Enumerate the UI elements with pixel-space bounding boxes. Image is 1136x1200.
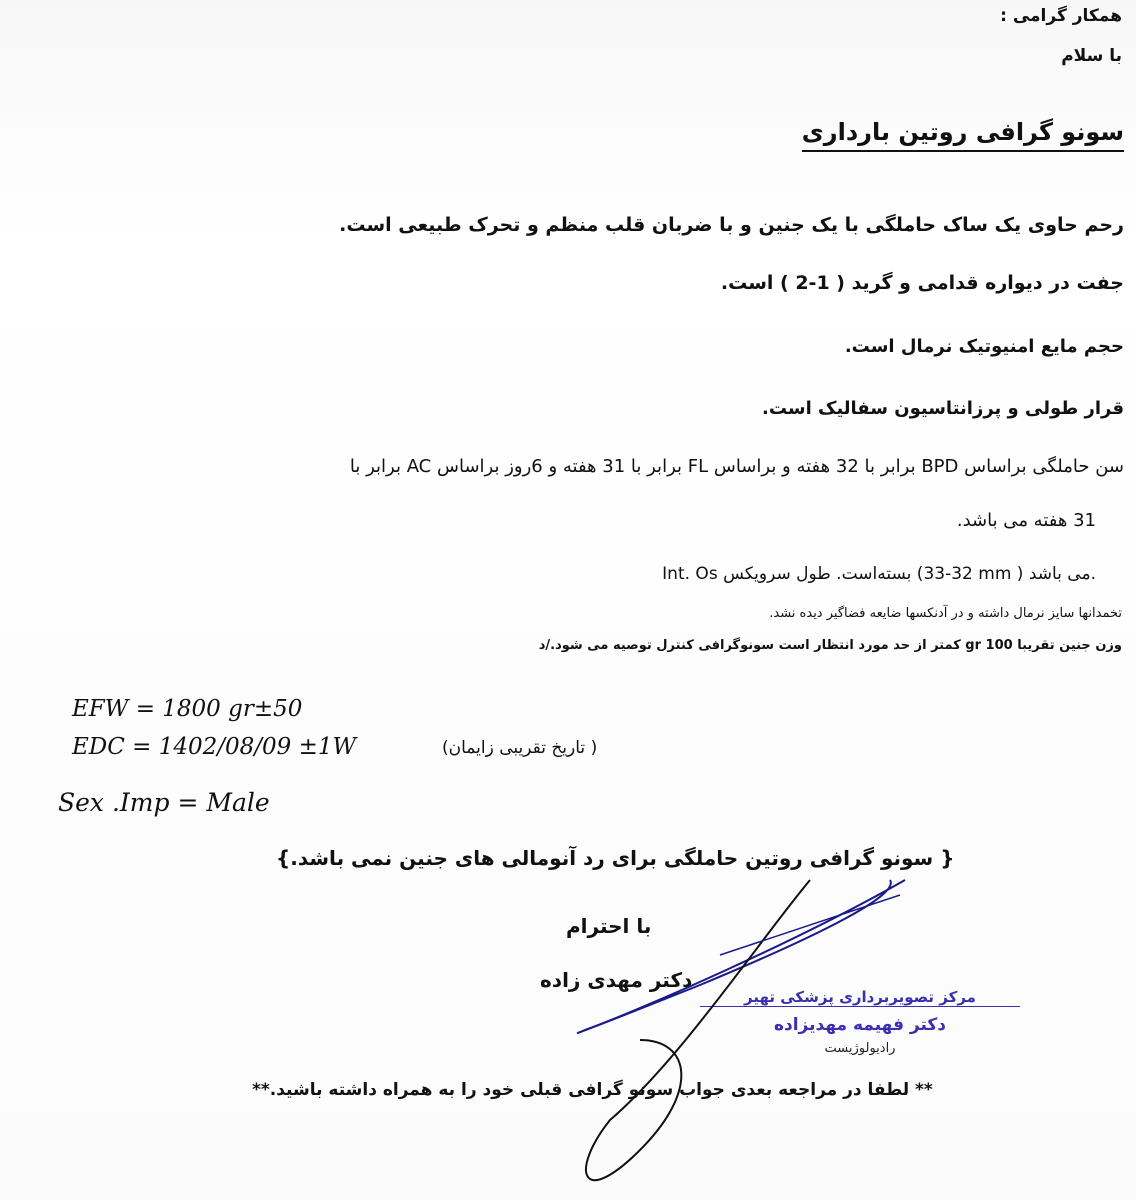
finding-cervix: Int. Os بسته‌است. طول سرویکس (32-33 mm ) می باشد.	[662, 564, 1096, 584]
edc-note: ( تاریخ تقریبی زایمان)	[442, 738, 598, 758]
clinic-stamp	[700, 988, 1020, 1056]
footer-note: ** لطفا در مراجعه بعدی جواب سونو گرافی قبلی خود را به همراه داشته باشید.**	[252, 1080, 933, 1100]
stamp-center: مرکز تصویربرداری پزشکی تهیر	[700, 988, 1020, 1007]
finding-weight: وزن جنین تقریبا gr 100 کمتر از حد مورد انتظار است سونوگرافی کنترل توصیه می شود./د	[538, 638, 1122, 653]
report-title: سونو گرافی روتین بارداری	[802, 118, 1124, 152]
salutation: با سلام	[1061, 46, 1122, 66]
signature-stroke-3	[720, 895, 900, 955]
doctor-name: دکتر مهدی زاده	[540, 968, 693, 992]
finding-gestational-age: سن حاملگی براساس BPD برابر با 32 هفته و براساس FL برابر با 31 هفته و 6روز براساس AC برابر با	[349, 456, 1124, 477]
stamp-role: رادیولوژیست	[824, 1041, 896, 1056]
stamp-name: دکتر فهیمه مهدیزاده	[773, 1015, 947, 1035]
disclaimer: { سونو گرافی روتین حاملگی برای رد آنومالی های جنین نمی باشد.}	[276, 846, 955, 870]
regards: با احترام	[566, 914, 652, 938]
finding-gestational-age-cont: 31 هفته می باشد.	[956, 510, 1096, 531]
finding-ovaries: تخمدانها سایز نرمال داشته و در آدنکسها ضایعه فضاگیر دیده نشد.	[769, 606, 1122, 621]
efw-value: EFW = 1800 gr±50	[72, 696, 303, 722]
finding-uterus: رحم حاوی یک ساک حاملگی با یک جنین و با ضربان قلب منظم و تحرک طبیعی است.	[339, 214, 1124, 236]
edc-value: EDC = 1402/08/09 ±1W	[72, 734, 357, 760]
greeting: همکار گرامی :	[1000, 6, 1122, 26]
sex-value: Sex .Imp = Male	[58, 788, 270, 817]
finding-amniotic: حجم مایع امنیوتیک نرمال است.	[844, 336, 1124, 357]
finding-placenta: جفت در دیواره قدامی و گرید ( 1-2 ) است.	[720, 272, 1124, 294]
finding-presentation: قرار طولی و پرزانتاسیون سفالیک است.	[761, 398, 1124, 419]
